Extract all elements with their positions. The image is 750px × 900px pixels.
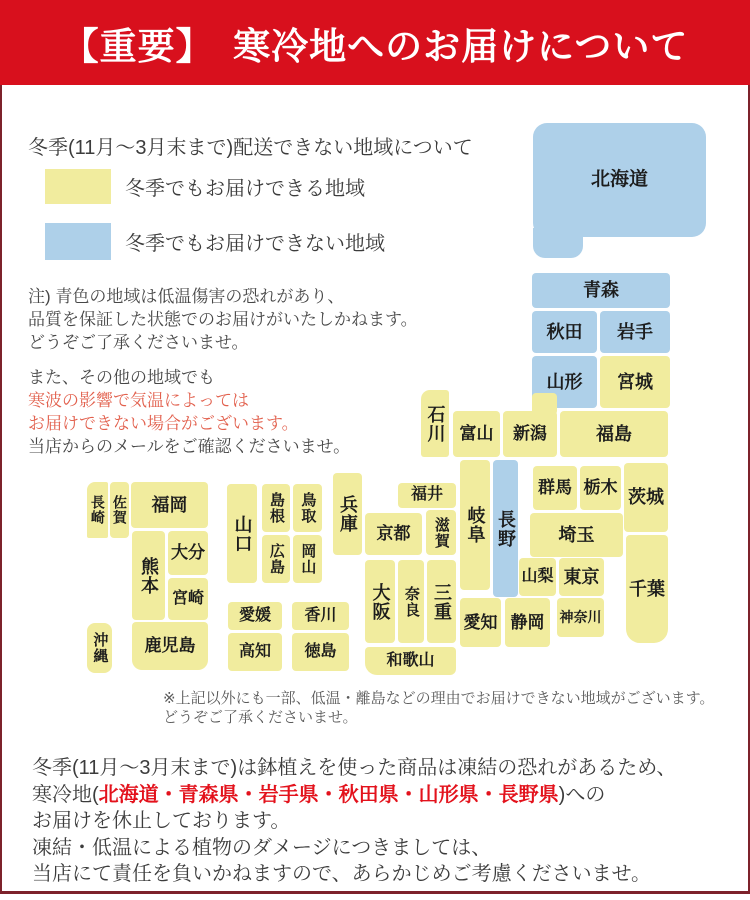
map-region-tochigi: 栃木 (580, 466, 621, 510)
map-region-yamagata: 山形 (532, 356, 597, 408)
map-region-saga: 佐賀 (110, 482, 129, 538)
footer-line: 冬季(11月〜3月末まで)は鉢植えを使った商品は凍結の恐れがあるため、 (32, 757, 677, 779)
footer-line2-pre: 寒冷地( (32, 783, 99, 806)
footer-paragraph (32, 755, 676, 888)
map-region-shizuoka: 静岡 (505, 598, 550, 647)
footer-line2-post: )への (558, 783, 606, 806)
map-region-iwate: 岩手 (600, 311, 670, 353)
map-region-gifu: 岐阜 (460, 460, 490, 590)
note-line: また、その他の地域でも (28, 368, 215, 387)
map-region-hokkaido-tab (533, 228, 583, 258)
map-region-kumamoto: 熊本 (132, 531, 165, 620)
map-region-nagasaki: 長崎 (87, 482, 108, 538)
map-region-tokushima: 徳島 (292, 633, 349, 671)
map-region-yamanashi: 山梨 (519, 558, 556, 596)
map-region-niigata: 新潟 (503, 411, 557, 457)
note-line: 当店からのメールをご確認くださいませ。 (28, 437, 351, 456)
map-region-kagawa: 香川 (292, 602, 349, 630)
map-region-kyoto: 京都 (365, 513, 422, 555)
map-region-osaka: 大阪 (365, 560, 395, 643)
note-line: 寒波の影響で気温によっては (28, 391, 249, 410)
note-line: お届けできない場合がございます。 (28, 414, 299, 433)
map-region-fukui: 福井 (398, 483, 456, 508)
map-region-nara: 奈良 (398, 560, 424, 643)
map-region-oita: 大分 (168, 531, 208, 575)
map-region-mie: 三重 (427, 560, 456, 643)
map-region-kanagawa: 神奈川 (557, 598, 604, 637)
footer-line: 凍結・低温による植物のダメージにつきましては、 (32, 836, 492, 859)
map-region-akita: 秋田 (532, 311, 597, 353)
map-footnote (163, 689, 714, 727)
map-region-aichi: 愛知 (460, 598, 501, 647)
map-region-miyagi: 宮城 (600, 356, 670, 408)
map-region-tottori: 鳥取 (293, 484, 322, 532)
note-line: 品質を保証した状態でのお届けがいたしかねます。 (28, 310, 418, 329)
map-region-toyama: 富山 (453, 411, 500, 457)
footer-line (32, 782, 676, 809)
footer-cold-region-list: 北海道・青森県・岩手県・秋田県・山形県・長野県 (98, 783, 559, 806)
map-region-kochi: 高知 (228, 633, 282, 671)
map-region-hiroshima: 広島 (262, 535, 290, 583)
note-line: 注) 青色の地域は低温傷害の恐れがあり、 (28, 287, 345, 306)
map-region-fukushima: 福島 (560, 411, 668, 457)
map-region-hyogo: 兵庫 (333, 473, 362, 555)
map-region-fukuoka: 福岡 (131, 482, 208, 528)
map-region-yamaguchi: 山口 (227, 484, 257, 583)
map-region-shiga: 滋賀 (426, 510, 456, 555)
legend-title: 冬季(11月〜3月末まで)配送できない地域について (28, 137, 473, 159)
map-region-hokkaido: 北海道 (533, 123, 706, 237)
legend-label-undeliverable: 冬季でもお届けできない地域 (125, 233, 385, 255)
map-region-miyazaki: 宮崎 (168, 578, 208, 620)
footnote-line: ※上記以外にも一部、低温・離島などの理由でお届けできない地域がございます。 (163, 690, 715, 707)
page-title: 【重要】 寒冷地へのお届けについて (61, 25, 689, 67)
map-region-kagoshima: 鹿児島 (132, 622, 208, 670)
map-region-saitama: 埼玉 (530, 513, 623, 557)
map-region-gunma: 群馬 (533, 466, 577, 510)
map-region-ibaraki: 茨城 (624, 463, 668, 532)
map-region-tokyo: 東京 (559, 558, 604, 596)
footnote-line: どうぞご了承くださいませ。 (163, 709, 358, 726)
map-region-shimane: 島根 (262, 484, 290, 532)
map-region-ehime: 愛媛 (228, 602, 282, 630)
legend-label-deliverable: 冬季でもお届けできる地域 (125, 178, 365, 200)
map-region-wakayama: 和歌山 (365, 647, 456, 675)
map-region-aomori: 青森 (532, 273, 670, 308)
footer-line: 当店にて責任を負いかねますので、あらかじめご考慮くださいませ。 (32, 863, 651, 885)
map-region-ishikawa: 石川 (421, 390, 449, 457)
map-region-nagano: 長野 (493, 460, 518, 597)
map-region-okinawa: 沖縄 (87, 623, 112, 673)
footer-line: お届けを休止しております。 (32, 810, 291, 832)
map-region-okayama: 岡山 (293, 535, 322, 583)
note-line: どうぞご了承くださいませ。 (28, 333, 249, 352)
map-region-chiba: 千葉 (626, 535, 668, 643)
